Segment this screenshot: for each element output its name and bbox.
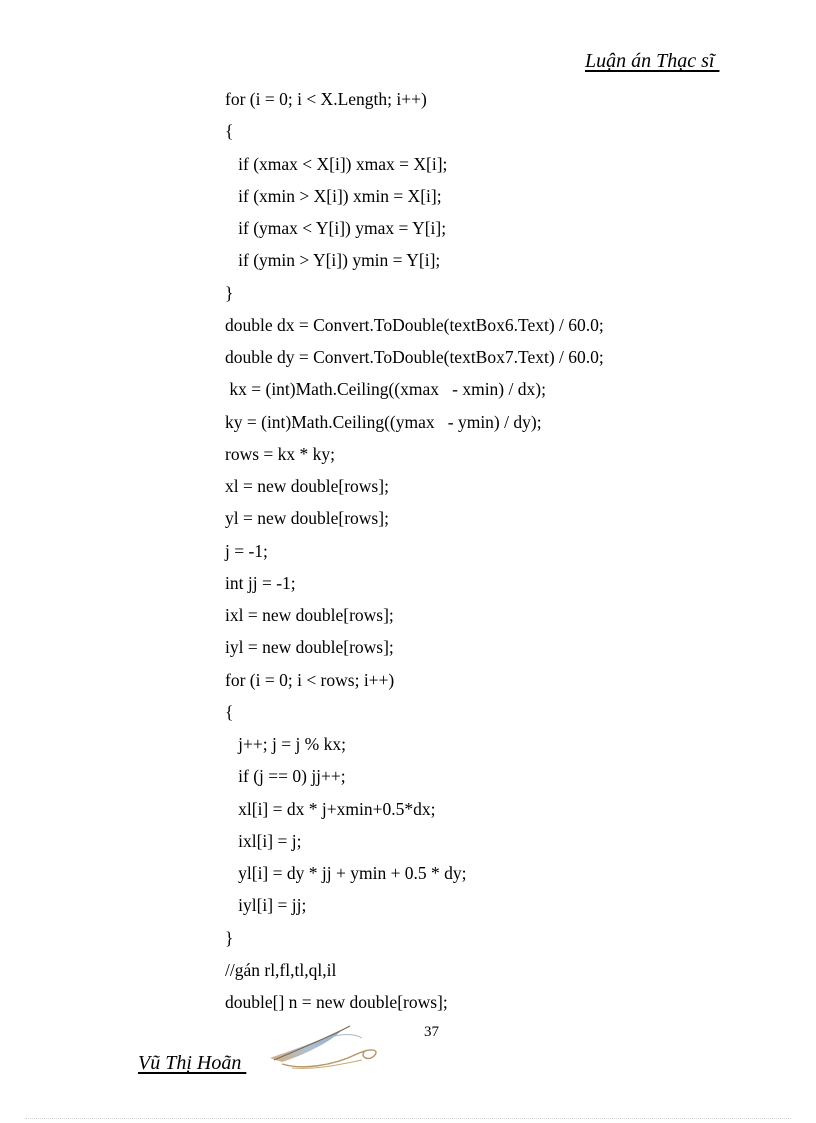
code-line: ky = (int)Math.Ceiling((ymax - ymin) / dy); — [225, 411, 542, 432]
author-name: Vũ Thị Hoãn — [138, 1052, 247, 1074]
code-line: if (xmax < X[i]) xmax = X[i]; — [225, 153, 448, 174]
code-line: yl[i] = dy * jj + ymin + 0.5 * dy; — [225, 863, 467, 883]
bottom-divider — [25, 1118, 791, 1119]
code-line: ixl = new double[rows]; — [225, 605, 394, 625]
code-line: xl[i] = dx * j+xmin+0.5*dx; — [225, 798, 436, 819]
code-line: j = -1; — [225, 540, 268, 561]
code-line: j++; j = j % kx; — [225, 734, 346, 754]
code-line: { — [225, 701, 234, 722]
code-line: } — [225, 282, 234, 303]
code-line: { — [225, 121, 234, 142]
code-listing — [225, 85, 604, 1020]
code-line: } — [225, 927, 234, 948]
code-line: double dy = Convert.ToDouble(textBox7.Text) / 60.0; — [225, 347, 604, 367]
page-header-title: Luận án Thạc sĩ — [585, 50, 720, 72]
code-line: if (ymin > Y[i]) ymin = Y[i]; — [225, 250, 441, 271]
code-line: if (ymax < Y[i]) ymax = Y[i]; — [225, 218, 447, 238]
code-line: if (xmin > X[i]) xmin = X[i]; — [225, 185, 442, 206]
page-number: 37 — [424, 1024, 439, 1040]
code-line: xl = new double[rows]; — [225, 476, 389, 496]
quill-feather-icon — [262, 1020, 390, 1072]
code-line: if (j == 0) jj++; — [225, 766, 346, 787]
code-line: kx = (int)Math.Ceiling((xmax - xmin) / dx); — [225, 379, 546, 400]
code-line: for (i = 0; i < X.Length; i++) — [225, 89, 427, 109]
code-line: iyl = new double[rows]; — [225, 637, 394, 658]
code-line: int jj = -1; — [225, 572, 296, 593]
code-line: double dx = Convert.ToDouble(textBox6.Text) / 60.0; — [225, 314, 604, 335]
code-line: ixl[i] = j; — [225, 830, 302, 851]
code-line: yl = new double[rows]; — [225, 508, 389, 529]
code-line: double[] n = new double[rows]; — [225, 992, 448, 1012]
code-line: iyl[i] = jj; — [225, 895, 307, 916]
code-line: for (i = 0; i < rows; i++) — [225, 669, 395, 690]
code-line: //gán rl,fl,tl,ql,il — [225, 959, 337, 980]
code-line: rows = kx * ky; — [225, 443, 336, 464]
